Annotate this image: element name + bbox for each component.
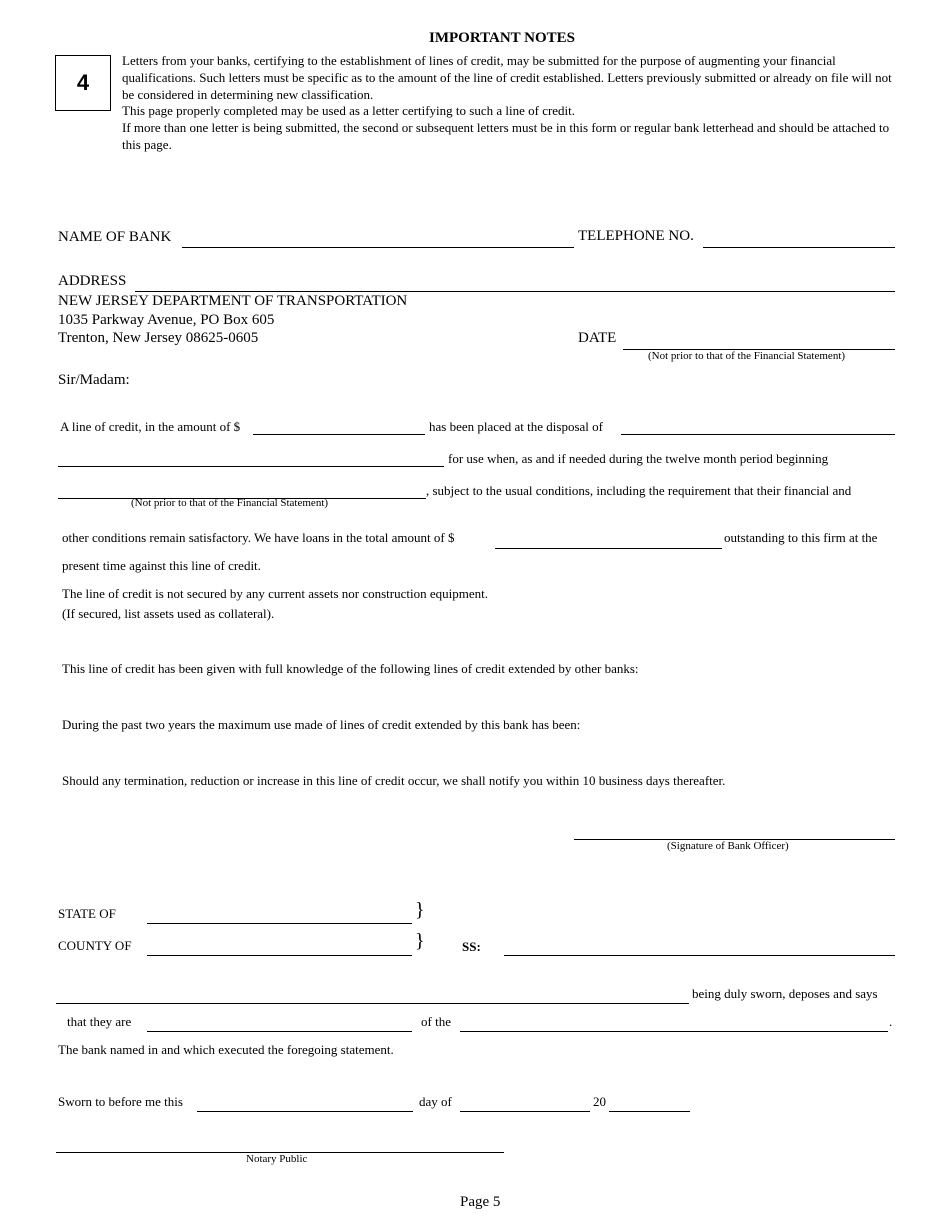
- day-of-label: day of: [419, 1094, 452, 1109]
- other-conditions-label: other conditions remain satisfactory. We have loans in the total amount of $: [62, 530, 455, 545]
- outstanding-label: outstanding to this firm at the: [724, 530, 878, 545]
- bank-name-label: NAME OF BANK: [58, 229, 172, 245]
- credit-amount-label: A line of credit, in the amount of $: [60, 419, 241, 434]
- sworn-month-input[interactable]: [460, 1095, 590, 1112]
- date-note: (Not prior to that of the Financial Statement): [648, 350, 846, 362]
- termination-text: Should any termination, reduction or increase in this line of credit occur, we shall notify you within 10 business days thereafter.: [62, 773, 726, 788]
- if-secured-text: (If secured, list assets used as collateral).: [62, 606, 275, 621]
- signature-label: (Signature of Bank Officer): [667, 840, 789, 852]
- full-knowledge-text: This line of credit has been given with full knowledge of the following lines of credit extended by other banks:: [62, 661, 639, 676]
- sworn-label: being duly sworn, deposes and says: [692, 986, 878, 1001]
- signature-input[interactable]: [574, 823, 895, 840]
- credit-amount-input[interactable]: [253, 418, 425, 435]
- loans-amount-input[interactable]: [495, 532, 722, 549]
- note-paragraph: Letters from your banks, certifying to the establishment of lines of credit, may be submitted for the purpose of augmenting your financial qualifications. Such letters must be specific as to the amount of the line of credit established. Letters previously submitted or already on file will not be considered in determining new classification.: [122, 53, 892, 102]
- section-number-box: [55, 55, 111, 111]
- section-number: 4: [76, 70, 90, 95]
- notary-signature-input[interactable]: [56, 1136, 504, 1153]
- salutation: Sir/Madam:: [58, 372, 130, 388]
- county-input[interactable]: [147, 939, 412, 956]
- year-prefix: 20: [593, 1094, 606, 1109]
- affiant-name-input[interactable]: [56, 987, 689, 1004]
- of-the-label: of the: [421, 1014, 451, 1029]
- not-secured-text: The line of credit is not secured by any current assets nor construction equipment.: [62, 586, 488, 601]
- page-title: IMPORTANT NOTES: [429, 30, 576, 46]
- disposal-input[interactable]: [621, 418, 895, 435]
- notary-public-label: Notary Public: [246, 1153, 308, 1165]
- note-paragraph: This page properly completed may be used as a letter certifying to such a line of credit.: [122, 103, 576, 119]
- recipient-line-3: Trenton, New Jersey 08625-0605: [58, 330, 259, 346]
- period-note: (Not prior to that of the Financial Statement): [131, 497, 329, 509]
- bank-input[interactable]: [460, 1015, 888, 1032]
- telephone-label: TELEPHONE NO.: [578, 228, 694, 244]
- date-label: DATE: [578, 330, 617, 346]
- important-notes: [122, 53, 902, 154]
- firm-name-input[interactable]: [58, 450, 444, 467]
- ss-input[interactable]: [504, 939, 895, 956]
- sworn-day-input[interactable]: [197, 1095, 413, 1112]
- bank-name-input[interactable]: [182, 231, 574, 248]
- subject-label: , subject to the usual conditions, including the requirement that their financial and: [426, 483, 852, 498]
- county-label: COUNTY OF: [58, 938, 132, 953]
- max-use-text: During the past two years the maximum use made of lines of credit extended by this bank has been:: [62, 717, 581, 732]
- telephone-input[interactable]: [703, 231, 895, 248]
- address-label: ADDRESS: [58, 273, 127, 289]
- brace-state: }: [415, 899, 425, 921]
- state-label: STATE OF: [58, 906, 116, 921]
- period-mark: .: [889, 1014, 893, 1029]
- recipient-line-1: NEW JERSEY DEPARTMENT OF TRANSPORTATION: [58, 293, 408, 309]
- date-input[interactable]: [623, 333, 895, 350]
- bank-named-text: The bank named in and which executed the foregoing statement.: [58, 1042, 394, 1057]
- they-are-label: that they are: [67, 1014, 132, 1029]
- note-paragraph: If more than one letter is being submitted, the second or subsequent letters must be in this form or regular bank letterhead and should be attached to this page.: [122, 120, 890, 152]
- ss-label: SS:: [462, 939, 481, 954]
- brace-county: }: [415, 930, 425, 952]
- page-number: Page 5: [460, 1194, 501, 1210]
- state-input[interactable]: [147, 907, 412, 924]
- sworn-year-input[interactable]: [609, 1095, 690, 1112]
- title-input[interactable]: [147, 1015, 412, 1032]
- use-label: for use when, as and if needed during the twelve month period beginning: [448, 451, 829, 466]
- recipient-line-2: 1035 Parkway Avenue, PO Box 605: [58, 312, 275, 328]
- address-input[interactable]: [135, 275, 895, 292]
- disposal-label: has been placed at the disposal of: [429, 419, 603, 434]
- present-time-text: present time against this line of credit.: [62, 558, 261, 573]
- sworn-before-label: Sworn to before me this: [58, 1094, 183, 1109]
